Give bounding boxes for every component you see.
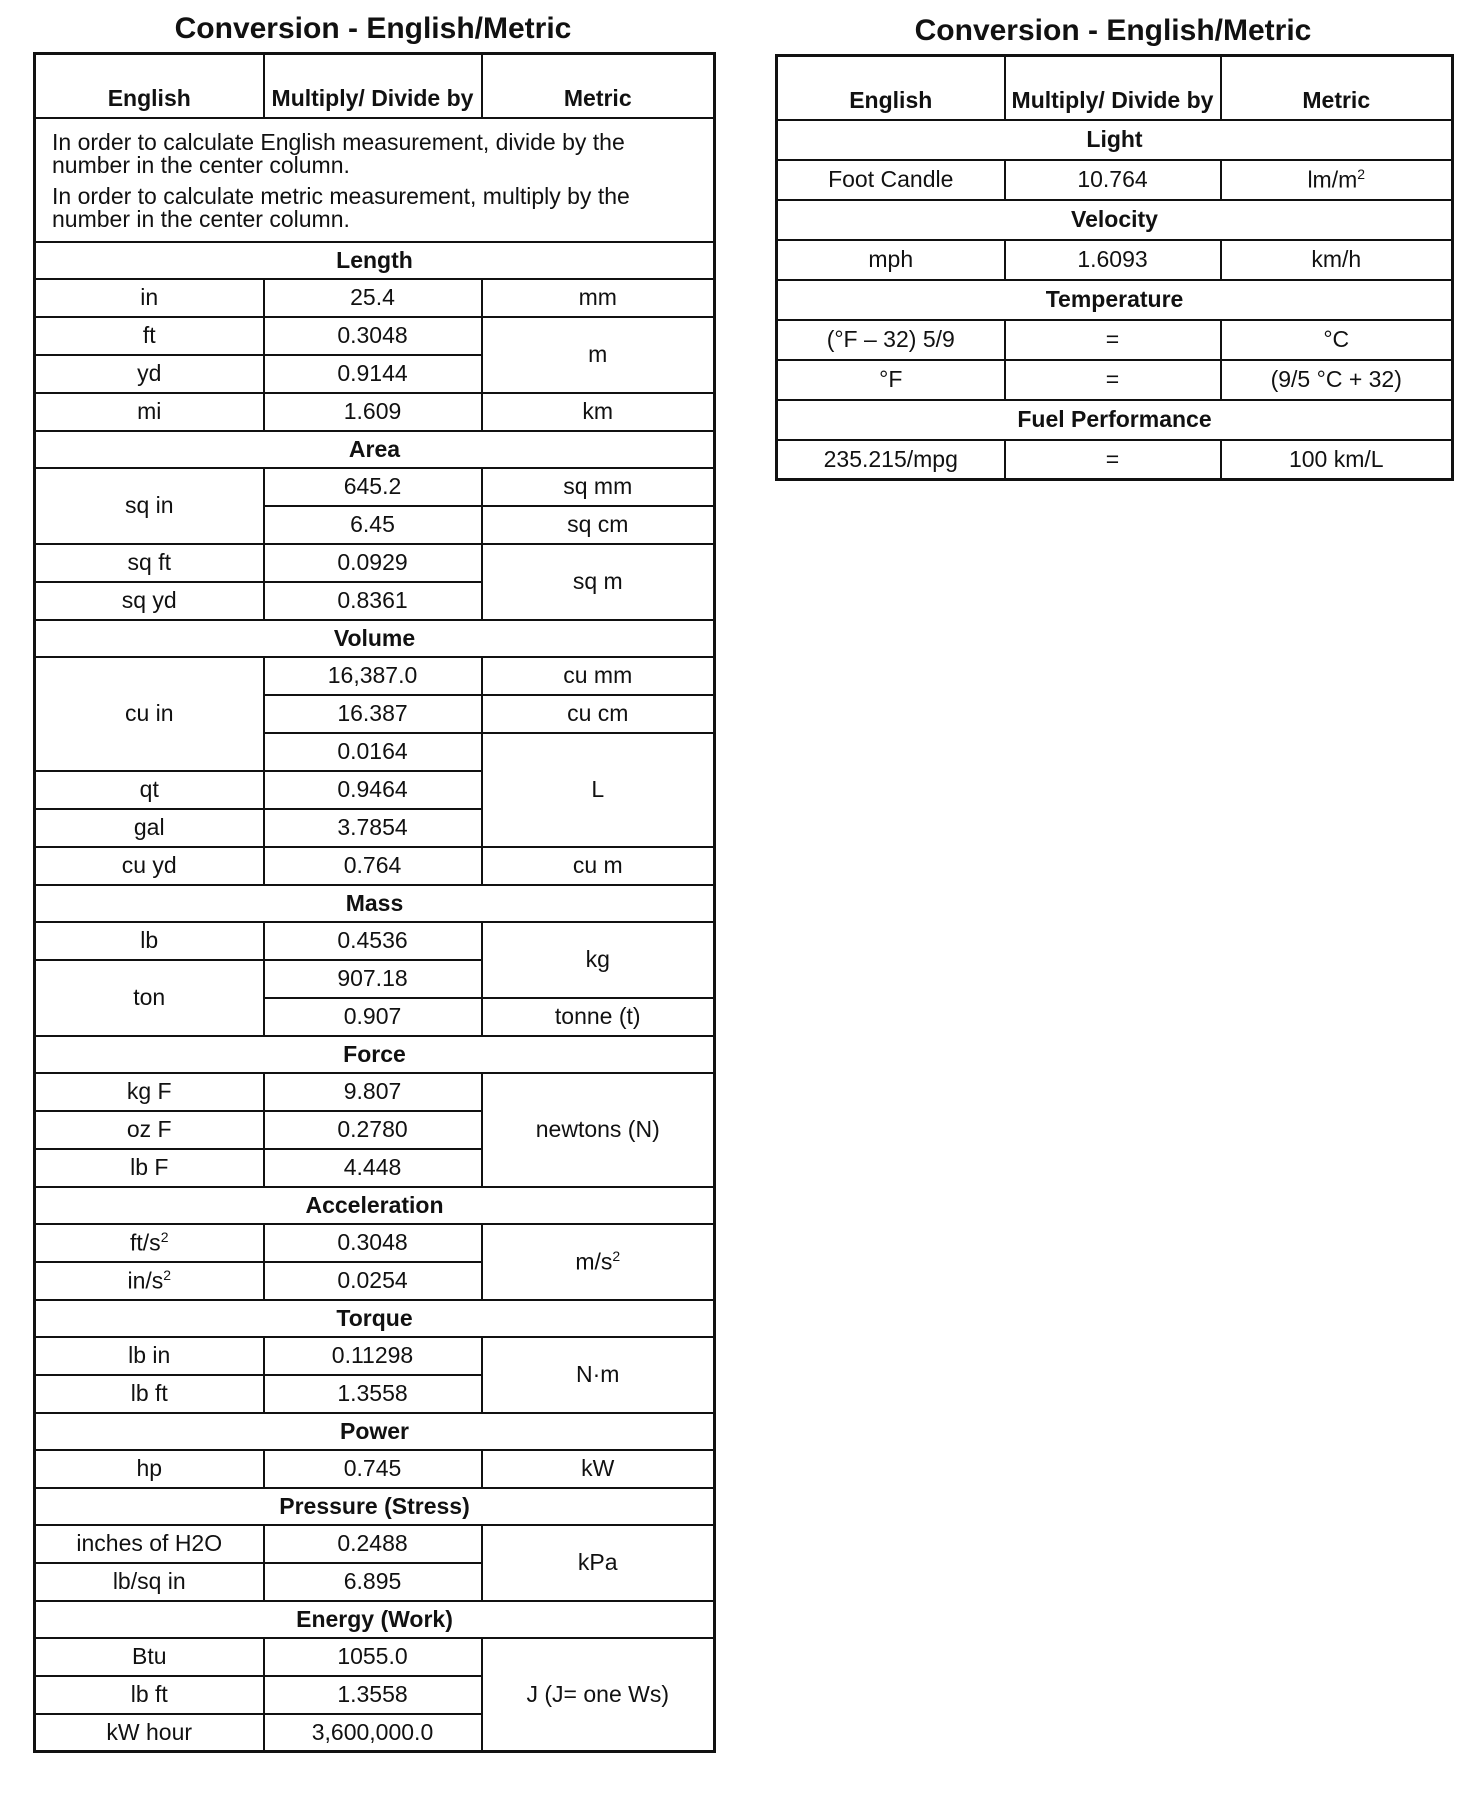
table-cell: N·m xyxy=(482,1337,715,1413)
table-cell: lb F xyxy=(35,1149,264,1187)
table-cell: kg xyxy=(482,922,715,998)
table-cell: 0.3048 xyxy=(264,1224,482,1262)
table-cell: 0.0164 xyxy=(264,733,482,771)
table-cell: kW hour xyxy=(35,1714,264,1752)
table-cell xyxy=(482,1224,715,1300)
table-cell: hp xyxy=(35,1450,264,1488)
table-cell: 25.4 xyxy=(264,279,482,317)
table-cell: gal xyxy=(35,809,264,847)
section-fuel-performance: Fuel Performance xyxy=(777,400,1453,440)
left-table-title: Conversion - English/Metric xyxy=(174,12,572,45)
table-cell: lb ft xyxy=(35,1375,264,1413)
table-cell: cu m xyxy=(482,847,715,885)
header-metric: Metric xyxy=(1221,56,1453,120)
table-cell: km xyxy=(482,393,715,431)
table-cell: kPa xyxy=(482,1525,715,1601)
table-cell: 3,600,000.0 xyxy=(264,1714,482,1752)
table-cell: 907.18 xyxy=(264,960,482,998)
table-cell: cu mm xyxy=(482,657,715,695)
table-cell: °C xyxy=(1221,320,1453,360)
table-cell: Btu xyxy=(35,1638,264,1676)
table-cell: sq in xyxy=(35,468,264,544)
header-factor: Multiply/ Divide by xyxy=(264,54,482,118)
table-cell: 0.11298 xyxy=(264,1337,482,1375)
header-english: English xyxy=(777,56,1005,120)
table-cell: in xyxy=(35,279,264,317)
table-cell: 4.448 xyxy=(264,1149,482,1187)
table-cell: 1055.0 xyxy=(264,1638,482,1676)
section-mass: Mass xyxy=(35,885,715,922)
table-cell: 0.0254 xyxy=(264,1262,482,1300)
table-cell: yd xyxy=(35,355,264,393)
section-light: Light xyxy=(777,120,1453,160)
superscript: 2 xyxy=(163,1266,172,1283)
section-torque: Torque xyxy=(35,1300,715,1337)
header-metric: Metric xyxy=(482,54,715,118)
table-cell: 0.2488 xyxy=(264,1525,482,1563)
right-table-block xyxy=(775,6,1451,481)
section-acceleration: Acceleration xyxy=(35,1187,715,1224)
table-cell: 0.8361 xyxy=(264,582,482,620)
table-cell: kg F xyxy=(35,1073,264,1111)
table-cell: = xyxy=(1005,440,1221,480)
table-cell: qt xyxy=(35,771,264,809)
table-cell: 100 km/L xyxy=(1221,440,1453,480)
unit-text: lm/m xyxy=(1307,166,1358,193)
table-cell: sq mm xyxy=(482,468,715,506)
table-cell: cu yd xyxy=(35,847,264,885)
table-cell: 1.609 xyxy=(264,393,482,431)
table-cell: 0.4536 xyxy=(264,922,482,960)
section-temperature: Temperature xyxy=(777,280,1453,320)
table-cell: Foot Candle xyxy=(777,160,1005,200)
section-volume: Volume xyxy=(35,620,715,657)
table-cell: (°F – 32) 5/9 xyxy=(777,320,1005,360)
section-area: Area xyxy=(35,431,715,468)
table-cell: J (J= one Ws) xyxy=(482,1638,715,1752)
note-metric: In order to calculate metric measurement, multiply by the number in the center column. xyxy=(52,182,630,232)
section-velocity: Velocity xyxy=(777,200,1453,240)
table-cell: 0.745 xyxy=(264,1450,482,1488)
left-table-block xyxy=(33,4,713,1753)
superscript: 2 xyxy=(612,1247,621,1264)
table-cell: cu cm xyxy=(482,695,715,733)
table-cell: sq m xyxy=(482,544,715,620)
table-cell: 0.907 xyxy=(264,998,482,1036)
table-cell: 6.895 xyxy=(264,1563,482,1601)
table-cell: 1.3558 xyxy=(264,1375,482,1413)
unit-text: ft/s xyxy=(130,1229,161,1256)
table-cell: 3.7854 xyxy=(264,809,482,847)
table-cell: 0.764 xyxy=(264,847,482,885)
superscript: 2 xyxy=(160,1228,169,1245)
unit-text: m/s xyxy=(575,1248,613,1275)
table-cell: 16,387.0 xyxy=(264,657,482,695)
table-cell: sq yd xyxy=(35,582,264,620)
table-cell: kW xyxy=(482,1450,715,1488)
table-cell: sq ft xyxy=(35,544,264,582)
table-cell: km/h xyxy=(1221,240,1453,280)
table-cell xyxy=(35,1224,264,1262)
table-cell: 9.807 xyxy=(264,1073,482,1111)
table-cell: 10.764 xyxy=(1005,160,1221,200)
table-cell: newtons (N) xyxy=(482,1073,715,1187)
section-power: Power xyxy=(35,1413,715,1450)
header-english: English xyxy=(35,54,264,118)
table-cell: lb xyxy=(35,922,264,960)
section-force: Force xyxy=(35,1036,715,1073)
table-cell xyxy=(35,1262,264,1300)
table-cell: lb/sq in xyxy=(35,1563,264,1601)
right-conversion-table xyxy=(775,54,1454,481)
table-cell: ton xyxy=(35,960,264,1036)
note-english: In order to calculate English measurement, divide by the number in the center column. xyxy=(52,128,625,178)
table-cell: lb in xyxy=(35,1337,264,1375)
table-cell: inches of H2O xyxy=(35,1525,264,1563)
table-cell: 0.2780 xyxy=(264,1111,482,1149)
table-cell: 235.215/mpg xyxy=(777,440,1005,480)
table-cell: = xyxy=(1005,320,1221,360)
table-cell: tonne (t) xyxy=(482,998,715,1036)
table-cell: 1.3558 xyxy=(264,1676,482,1714)
unit-text: in/s xyxy=(127,1267,164,1294)
table-cell: 645.2 xyxy=(264,468,482,506)
left-conversion-table xyxy=(33,52,716,1753)
instructions-note xyxy=(35,118,715,242)
table-cell: lb ft xyxy=(35,1676,264,1714)
table-cell: 0.9144 xyxy=(264,355,482,393)
table-cell: L xyxy=(482,733,715,847)
table-cell: 16.387 xyxy=(264,695,482,733)
table-cell: (9/5 °C + 32) xyxy=(1221,360,1453,400)
right-table-title: Conversion - English/Metric xyxy=(914,14,1312,47)
table-cell: 1.6093 xyxy=(1005,240,1221,280)
table-cell xyxy=(1221,160,1453,200)
table-cell: mph xyxy=(777,240,1005,280)
table-cell: 0.9464 xyxy=(264,771,482,809)
table-cell: oz F xyxy=(35,1111,264,1149)
table-cell: mm xyxy=(482,279,715,317)
section-pressure: Pressure (Stress) xyxy=(35,1488,715,1525)
superscript: 2 xyxy=(1357,165,1366,182)
table-cell: 0.0929 xyxy=(264,544,482,582)
table-cell: ft xyxy=(35,317,264,355)
table-cell: = xyxy=(1005,360,1221,400)
table-cell: sq cm xyxy=(482,506,715,544)
section-length: Length xyxy=(35,242,715,279)
table-cell: °F xyxy=(777,360,1005,400)
table-cell: m xyxy=(482,317,715,393)
header-factor: Multiply/ Divide by xyxy=(1005,56,1221,120)
table-cell: cu in xyxy=(35,657,264,771)
table-cell: 6.45 xyxy=(264,506,482,544)
table-cell: mi xyxy=(35,393,264,431)
table-cell: 0.3048 xyxy=(264,317,482,355)
section-energy: Energy (Work) xyxy=(35,1601,715,1638)
